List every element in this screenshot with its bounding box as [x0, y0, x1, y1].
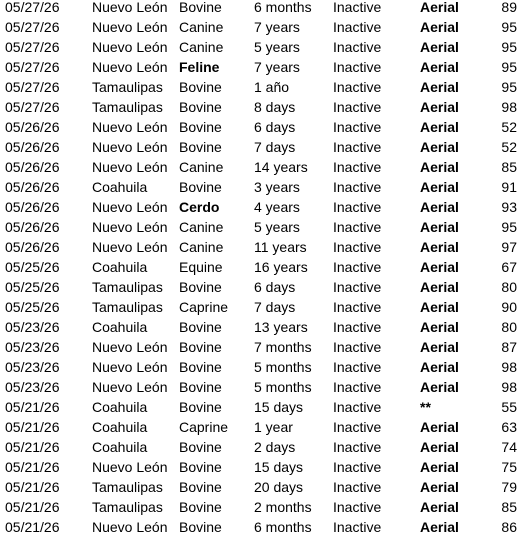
state-cell: Nuevo León [92, 219, 168, 235]
date-cell: 05/21/26 [5, 439, 60, 455]
age-cell: 6 months [254, 0, 312, 15]
age-cell: 1 año [254, 79, 290, 95]
age-cell: 8 days [254, 99, 296, 115]
date-cell: 05/23/26 [5, 319, 60, 335]
status-cell: Inactive [333, 479, 382, 495]
score-cell: 95 [501, 219, 517, 235]
table-row [0, 497, 522, 517]
table-row [0, 17, 522, 37]
species-cell: Bovine [179, 339, 222, 355]
state-cell: Nuevo León [92, 59, 168, 75]
age-cell: 5 years [254, 39, 300, 55]
table-row [0, 97, 522, 117]
score-cell: 80 [501, 279, 517, 295]
score-cell: 80 [501, 319, 517, 335]
status-cell: Inactive [333, 419, 382, 435]
species-cell: Bovine [179, 379, 222, 395]
state-cell: Coahuila [92, 399, 148, 415]
age-cell: 2 days [254, 439, 296, 455]
table-row [0, 337, 522, 357]
score-cell: 98 [501, 99, 517, 115]
status-cell: Inactive [333, 379, 382, 395]
date-cell: 05/26/26 [5, 139, 60, 155]
score-cell: 63 [501, 419, 517, 435]
species-cell: Bovine [179, 459, 222, 475]
status-cell: Inactive [333, 0, 382, 15]
state-cell: Nuevo León [92, 119, 168, 135]
species-cell: Bovine [179, 359, 222, 375]
status-cell: Inactive [333, 239, 382, 255]
method-cell: Aerial [420, 319, 459, 335]
species-cell: Bovine [179, 139, 222, 155]
status-cell: Inactive [333, 439, 382, 455]
state-cell: Coahuila [92, 259, 148, 275]
method-cell: Aerial [420, 219, 459, 235]
score-cell: 95 [501, 59, 517, 75]
state-cell: Coahuila [92, 319, 148, 335]
table-row [0, 257, 522, 277]
age-cell: 6 days [254, 119, 296, 135]
date-cell: 05/27/26 [5, 19, 60, 35]
method-cell: Aerial [420, 0, 459, 15]
age-cell: 3 years [254, 179, 300, 195]
age-cell: 11 years [254, 239, 307, 255]
method-cell: Aerial [420, 259, 459, 275]
method-cell: Aerial [420, 379, 459, 395]
state-cell: Nuevo León [92, 19, 168, 35]
table-row [0, 297, 522, 317]
date-cell: 05/21/26 [5, 399, 60, 415]
date-cell: 05/23/26 [5, 339, 60, 355]
score-cell: 87 [501, 339, 517, 355]
method-cell: Aerial [420, 299, 459, 315]
method-cell: Aerial [420, 19, 459, 35]
table-row [0, 237, 522, 257]
status-cell: Inactive [333, 359, 382, 375]
status-cell: Inactive [333, 139, 382, 155]
table-row [0, 457, 522, 477]
age-cell: 5 months [254, 359, 312, 375]
status-cell: Inactive [333, 39, 382, 55]
age-cell: 7 months [254, 339, 312, 355]
state-cell: Tamaulipas [92, 499, 163, 515]
age-cell: 13 years [254, 319, 308, 335]
method-cell: Aerial [420, 339, 459, 355]
age-cell: 14 years [254, 159, 308, 175]
species-cell: Canine [179, 19, 224, 35]
age-cell: 7 years [254, 59, 300, 75]
species-cell: Bovine [179, 0, 222, 15]
method-cell: Aerial [420, 499, 459, 515]
age-cell: 15 days [254, 399, 304, 415]
table-row [0, 197, 522, 217]
date-cell: 05/21/26 [5, 499, 60, 515]
species-cell: Bovine [179, 519, 222, 533]
status-cell: Inactive [333, 119, 382, 135]
species-cell: Bovine [179, 119, 222, 135]
method-cell: Aerial [420, 179, 459, 195]
status-cell: Inactive [333, 319, 382, 335]
state-cell: Tamaulipas [92, 299, 163, 315]
state-cell: Nuevo León [92, 339, 168, 355]
age-cell: 16 years [254, 259, 308, 275]
date-cell: 05/23/26 [5, 379, 60, 395]
score-cell: 95 [501, 19, 517, 35]
age-cell: 7 years [254, 19, 300, 35]
species-cell: Caprine [179, 419, 229, 435]
table-row [0, 397, 522, 417]
table-row [0, 277, 522, 297]
method-cell: Aerial [420, 119, 459, 135]
score-cell: 85 [501, 499, 517, 515]
date-cell: 05/27/26 [5, 39, 60, 55]
date-cell: 05/21/26 [5, 519, 60, 533]
status-cell: Inactive [333, 159, 382, 175]
age-cell: 5 months [254, 379, 312, 395]
score-cell: 74 [501, 439, 517, 455]
score-cell: 85 [501, 159, 517, 175]
status-cell: Inactive [333, 519, 382, 533]
status-cell: Inactive [333, 339, 382, 355]
table-row [0, 357, 522, 377]
date-cell: 05/27/26 [5, 79, 60, 95]
state-cell: Tamaulipas [92, 99, 163, 115]
species-cell: Canine [179, 39, 224, 55]
table-row [0, 177, 522, 197]
age-cell: 15 days [254, 459, 304, 475]
date-cell: 05/26/26 [5, 119, 60, 135]
species-cell: Bovine [179, 479, 222, 495]
status-cell: Inactive [333, 19, 382, 35]
status-cell: Inactive [333, 179, 382, 195]
method-cell: ** [420, 399, 431, 415]
table-row [0, 517, 522, 533]
status-cell: Inactive [333, 399, 382, 415]
species-cell: Caprine [179, 299, 229, 315]
score-cell: 95 [501, 39, 517, 55]
state-cell: Nuevo León [92, 139, 168, 155]
status-cell: Inactive [333, 459, 382, 475]
date-cell: 05/26/26 [5, 179, 60, 195]
table-row [0, 417, 522, 437]
date-cell: 05/21/26 [5, 419, 60, 435]
method-cell: Aerial [420, 159, 459, 175]
state-cell: Nuevo León [92, 359, 168, 375]
method-cell: Aerial [420, 59, 459, 75]
score-cell: 95 [501, 79, 517, 95]
method-cell: Aerial [420, 479, 459, 495]
table-row [0, 217, 522, 237]
score-cell: 75 [501, 459, 517, 475]
score-cell: 98 [501, 359, 517, 375]
state-cell: Nuevo León [92, 159, 168, 175]
score-cell: 86 [501, 519, 517, 533]
table-row [0, 57, 522, 77]
method-cell: Aerial [420, 239, 459, 255]
table-row [0, 137, 522, 157]
date-cell: 05/25/26 [5, 299, 60, 315]
date-cell: 05/23/26 [5, 359, 60, 375]
species-cell: Bovine [179, 279, 222, 295]
date-cell: 05/25/26 [5, 279, 60, 295]
score-cell: 90 [501, 299, 517, 315]
score-cell: 98 [501, 379, 517, 395]
date-cell: 05/26/26 [5, 159, 60, 175]
status-cell: Inactive [333, 299, 382, 315]
state-cell: Nuevo León [92, 519, 168, 533]
state-cell: Coahuila [92, 179, 148, 195]
method-cell: Aerial [420, 39, 459, 55]
status-cell: Inactive [333, 199, 382, 215]
method-cell: Aerial [420, 519, 459, 533]
table-row [0, 377, 522, 397]
table-row [0, 317, 522, 337]
age-cell: 5 years [254, 219, 300, 235]
status-cell: Inactive [333, 279, 382, 295]
species-cell: Bovine [179, 439, 222, 455]
state-cell: Tamaulipas [92, 279, 163, 295]
method-cell: Aerial [420, 439, 459, 455]
state-cell: Nuevo León [92, 239, 168, 255]
score-cell: 52 [501, 139, 517, 155]
age-cell: 6 months [254, 519, 312, 533]
age-cell: 2 months [254, 499, 312, 515]
species-cell: Bovine [179, 79, 222, 95]
score-cell: 97 [501, 239, 517, 255]
method-cell: Aerial [420, 139, 459, 155]
age-cell: 20 days [254, 479, 304, 495]
species-cell: Bovine [179, 499, 222, 515]
species-cell: Feline [179, 59, 220, 75]
state-cell: Nuevo León [92, 459, 168, 475]
age-cell: 7 days [254, 139, 296, 155]
state-cell: Nuevo León [92, 199, 168, 215]
age-cell: 6 days [254, 279, 296, 295]
date-cell: 05/27/26 [5, 59, 60, 75]
table-row [0, 0, 522, 17]
table-row [0, 117, 522, 137]
state-cell: Nuevo León [92, 0, 168, 15]
score-cell: 67 [501, 259, 517, 275]
method-cell: Aerial [420, 279, 459, 295]
date-cell: 05/26/26 [5, 199, 60, 215]
status-cell: Inactive [333, 499, 382, 515]
age-cell: 4 years [254, 199, 300, 215]
state-cell: Nuevo León [92, 39, 168, 55]
score-cell: 52 [501, 119, 517, 135]
age-cell: 1 year [254, 419, 293, 435]
state-cell: Coahuila [92, 439, 148, 455]
method-cell: Aerial [420, 419, 459, 435]
table-row [0, 77, 522, 97]
score-cell: 79 [501, 479, 517, 495]
method-cell: Aerial [420, 199, 459, 215]
method-cell: Aerial [420, 459, 459, 475]
status-cell: Inactive [333, 59, 382, 75]
date-cell: 05/25/26 [5, 259, 60, 275]
state-cell: Coahuila [92, 419, 148, 435]
table-row [0, 157, 522, 177]
date-cell: 05/21/26 [5, 479, 60, 495]
date-cell: 05/26/26 [5, 219, 60, 235]
species-cell: Canine [179, 159, 224, 175]
species-cell: Canine [179, 239, 224, 255]
status-cell: Inactive [333, 219, 382, 235]
date-cell: 05/27/26 [5, 0, 60, 15]
species-cell: Bovine [179, 399, 222, 415]
date-cell: 05/26/26 [5, 239, 60, 255]
date-cell: 05/27/26 [5, 99, 60, 115]
status-cell: Inactive [333, 259, 382, 275]
status-cell: Inactive [333, 79, 382, 95]
date-cell: 05/21/26 [5, 459, 60, 475]
status-cell: Inactive [333, 99, 382, 115]
state-cell: Nuevo León [92, 379, 168, 395]
species-cell: Equine [179, 259, 223, 275]
score-cell: 93 [501, 199, 517, 215]
score-cell: 89 [501, 0, 517, 15]
method-cell: Aerial [420, 359, 459, 375]
table-row [0, 437, 522, 457]
method-cell: Aerial [420, 79, 459, 95]
species-cell: Cerdo [179, 199, 220, 215]
table-row [0, 477, 522, 497]
species-cell: Bovine [179, 99, 222, 115]
method-cell: Aerial [420, 99, 459, 115]
age-cell: 7 days [254, 299, 296, 315]
score-cell: 91 [501, 179, 517, 195]
state-cell: Tamaulipas [92, 479, 163, 495]
score-cell: 55 [501, 399, 517, 415]
species-cell: Bovine [179, 179, 222, 195]
species-cell: Bovine [179, 319, 222, 335]
state-cell: Tamaulipas [92, 79, 163, 95]
species-cell: Canine [179, 219, 224, 235]
table-row [0, 37, 522, 57]
